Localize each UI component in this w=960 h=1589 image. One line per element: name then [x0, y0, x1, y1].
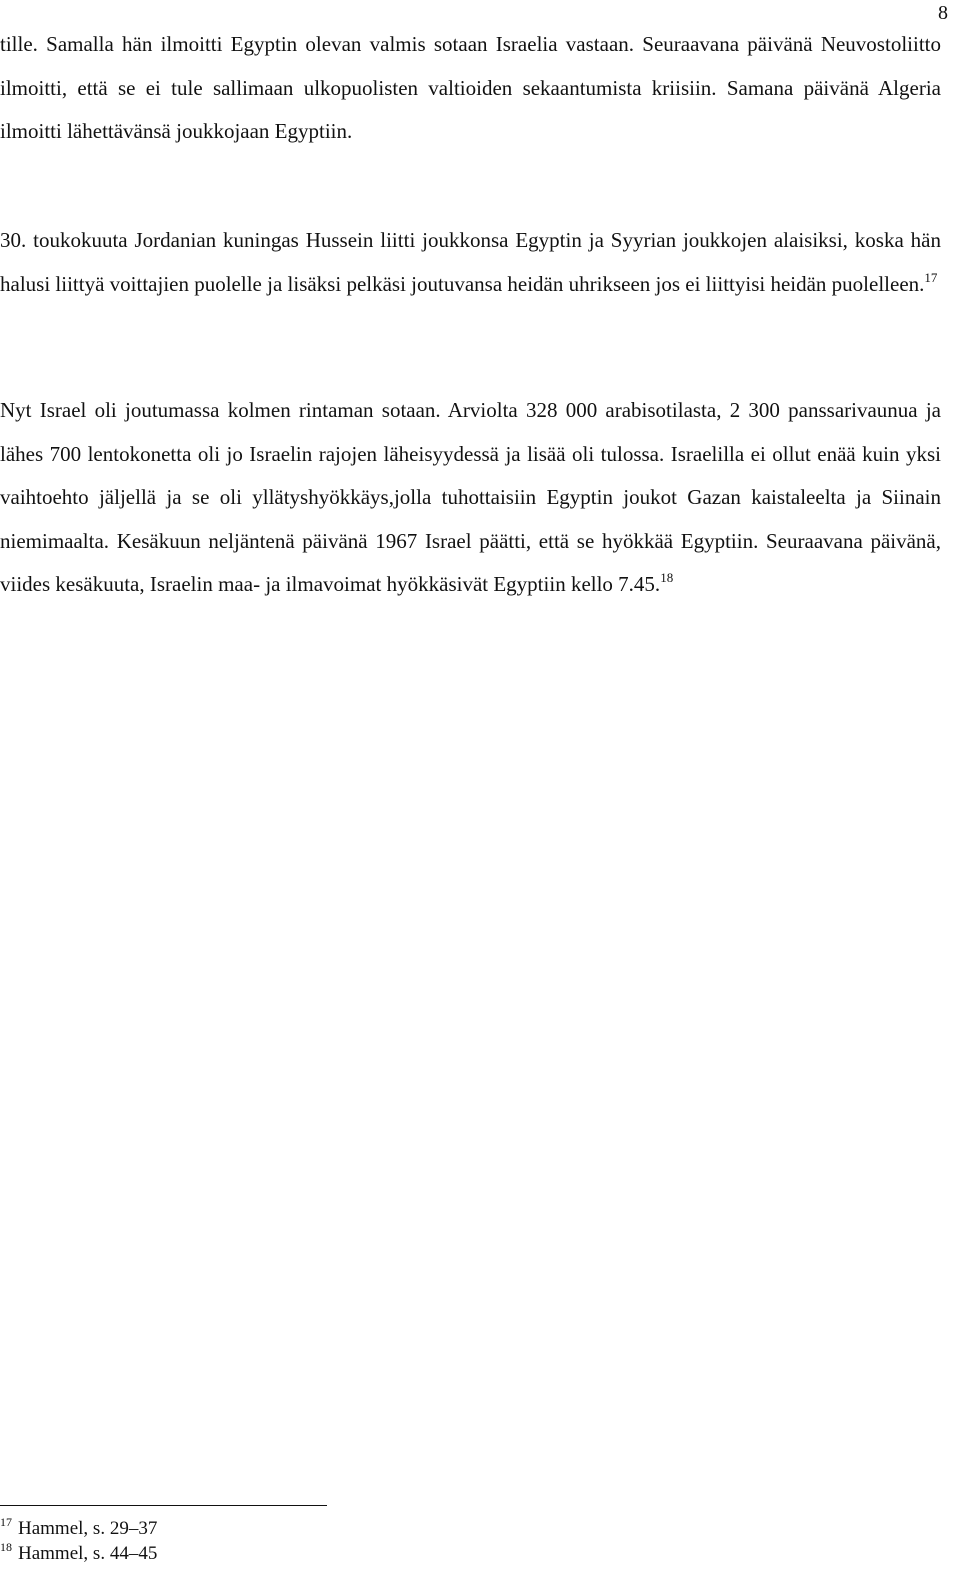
- footnote-ref-18[interactable]: 18: [660, 570, 674, 585]
- paragraph-3-text: Nyt Israel oli joutumassa kolmen rintaman sotaan. Arviolta 328 000 arabisotilasta, 2 300 panssarivaunua ja lähes 700 lentokonetta oli jo Israelin rajojen läheisyydessä ja lisää oli tulossa. Israelilla ei ollut enää kuin yksi vaihtoehto jäljellä ja se oli yllätyshyökkäys,jolla tuhottaisiin Egyptin joukot Gazan kaistaleelta ja Siinain niemimaalta. Kesäkuun neljäntenä päivänä 1967 Israel päätti, että se hyökkää Egyptiin. Seuraavana päivänä, viides kesäkuuta, Israelin maa- ja ilmavoimat hyökkäsivät Egyptiin kello 7.45.: [0, 398, 941, 596]
- footnote-ref-17[interactable]: 17: [924, 269, 938, 285]
- footnote-17: [0, 1515, 158, 1540]
- paragraph-2: [0, 219, 941, 306]
- footnote-18: [0, 1540, 158, 1565]
- paragraph-1-text: tille. Samalla hän ilmoitti Egyptin olevan valmis sotaan Israelia vastaan. Seuraavana päivänä Neuvostoliitto ilmoitti, että se ei tule sallimaan ulkopuolisten valtioiden sekaantumista kriisiin. Samana päivänä Algeria ilmoitti lähettävänsä joukkojaan Egyptiin.: [0, 32, 941, 143]
- paragraph-1: [0, 23, 941, 154]
- footnote-separator: [0, 1505, 327, 1506]
- page-number: 8: [938, 2, 948, 24]
- paragraph-3: [0, 389, 941, 607]
- paragraph-2-text: 30. toukokuuta Jordanian kuningas Hussein liitti joukkonsa Egyptin ja Syyrian joukkojen alaisiksi, koska hän halusi liittyä voittajien puolelle ja lisäksi pelkäsi joutuvansa heidän uhrikseen jos ei liittyisi heidän puolelleen.: [0, 228, 941, 296]
- footnote-18-number: 18: [0, 1540, 12, 1554]
- footnote-17-number: 17: [0, 1515, 12, 1529]
- footnote-17-text: Hammel, s. 29–37: [18, 1518, 158, 1539]
- footnote-18-text: Hammel, s. 44–45: [18, 1543, 158, 1564]
